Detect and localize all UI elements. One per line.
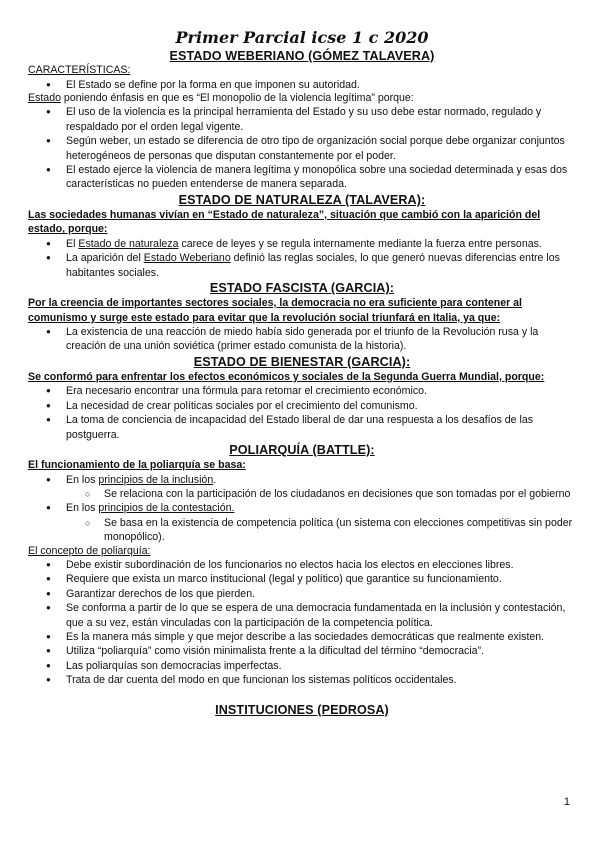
section-heading-weberiano: ESTADO WEBERIANO (GÓMEZ TALAVERA)	[169, 49, 435, 63]
text: El	[66, 237, 79, 250]
section-heading-naturaleza: ESTADO DE NATURALEZA (TALAVERA):	[178, 192, 426, 207]
sublist	[28, 516, 576, 545]
naturaleza-lead: Las sociedades humanas vivían en “Estado de naturaleza”, situación que cambió con la aparición del estado, porque:	[28, 208, 541, 236]
list-item: ● Las poliarquías son democracias imperfectas.	[28, 659, 576, 673]
list-item	[28, 251, 576, 280]
fascista-lead: Por la creencia de importantes sectores sociales, la democracia no era suficiente para contener al comunismo y surge este estado para evitar que la revolución social triunfará en Italia, ya que:	[28, 297, 523, 324]
list-weberiano	[28, 105, 576, 191]
sublist-item: ○ Se relaciona con la participación de los ciudadanos en decisiones que son tomadas por el gobierno	[28, 487, 576, 501]
sublist-item: ○ Se basa en la existencia de competencia política (un sistema con elecciones competitivas sin poder monopólico).	[28, 516, 576, 545]
characteristics-label: CARACTERÍSTICAS:	[28, 64, 131, 76]
list-item: ● La toma de conciencia de incapacidad del Estado liberal de dar una respuesta a los desafíos de las postguerra.	[28, 413, 576, 442]
text: En los	[66, 473, 99, 486]
section-heading-bienestar: ESTADO DE BIENESTAR (GARCIA):	[193, 354, 411, 369]
underlined-term: principios de la contestación.	[98, 502, 235, 515]
section-heading-instituciones: INSTITUCIONES (PEDROSA)	[215, 702, 389, 717]
list-item: ● Se conforma a partir de lo que se espera de una democracia fundamentada en la inclusión y contestación, que a su vez, están vinculadas con la participación de la competencia política.	[28, 601, 576, 630]
list-naturaleza	[28, 237, 576, 280]
document-page	[28, 28, 576, 718]
underlined-term: principios de la inclusión	[98, 473, 214, 486]
text: .	[213, 473, 217, 486]
concept-label: El concepto de poliarquía:	[28, 544, 151, 557]
list-poliarquia-principles	[28, 473, 576, 545]
list-weberiano-intro	[28, 78, 576, 92]
list-item: ● El Estado se define por la forma en que imponen su autoridad.	[28, 78, 576, 92]
underlined-term: Estado Weberiano	[143, 252, 231, 265]
section-heading-poliarquia: POLIARQUÍA (BATTLE):	[229, 443, 375, 457]
list-item: ● Es la manera más simple y que mejor describe a las sociedades democráticas que realmente existen.	[28, 630, 576, 644]
page-number: 1	[563, 796, 570, 808]
list-item: ● La existencia de una reacción de miedo había sido generada por el triunfo de la Revolución rusa y la creación de una unión soviética (primer estado comunista de la historia).	[28, 325, 576, 354]
list-item	[28, 473, 576, 502]
bienestar-lead: Se conformó para enfrentar los efectos económicos y sociales de la Segunda Guerra Mundial, porque:	[28, 370, 545, 383]
underlined-term: Estado de naturaleza	[78, 237, 179, 250]
list-item: ● Requiere que exista un marco institucional (legal y político) que garantice su funcionamiento.	[28, 572, 576, 586]
list-item: ● Garantizar derechos de los que pierden.	[28, 587, 576, 601]
list-fascista	[28, 325, 576, 354]
list-item: ● La necesidad de crear políticas sociales por el crecimiento del comunismo.	[28, 399, 576, 413]
list-item	[28, 501, 576, 544]
text: La aparición del	[66, 252, 144, 265]
list-item: ● Debe existir subordinación de los funcionarios no electos hacia los electos en elecciones libres.	[28, 558, 576, 572]
sublist	[28, 487, 576, 501]
intro-text: poniendo énfasis en que es “El monopolio de la violencia legítima” porque:	[60, 91, 414, 104]
text: En los	[66, 502, 99, 515]
list-item: ● Trata de dar cuenta del modo en que funcionan los sistemas políticos occidentales.	[28, 673, 576, 687]
list-item: ● El estado ejerce la violencia de manera legítima y monopólica sobre una sociedad determinada y esas dos características no pueden entenderse de manera separada.	[28, 163, 576, 192]
list-item: ● El uso de la violencia es la principal herramienta del Estado y su uso debe estar normado, regulado y respaldado por el orden legal vigente.	[28, 105, 576, 134]
text: carece de leyes y se regula internamente mediante la fuerza entre personas.	[178, 237, 542, 250]
text: definió las reglas sociales, lo que generó nuevas diferencias entre los habitantes sociales.	[66, 252, 560, 279]
weberiano-intro	[28, 92, 576, 106]
list-item: ● Era necesario encontrar una fórmula para retomar el crecimiento económico.	[28, 384, 576, 398]
estado-underline: Estado	[28, 91, 61, 104]
list-item: ● Utiliza “poliarquía” como visión minimalista frente a la dificultad del término “democracia”.	[28, 644, 576, 658]
list-bienestar	[28, 384, 576, 442]
list-poliarquia-concept	[28, 558, 576, 688]
poliarquia-lead: El funcionamiento de la poliarquía se basa:	[28, 459, 246, 471]
section-heading-fascista: ESTADO FASCISTA (GARCIA):	[209, 281, 395, 296]
list-item: ● Según weber, un estado se diferencia de otro tipo de organización social porque debe organizar conjuntos heterogéneos de personas que disputan constantemente por el poder.	[28, 134, 576, 163]
list-item	[28, 237, 576, 251]
document-title: Primer Parcial icse 1 c 2020	[175, 28, 429, 47]
